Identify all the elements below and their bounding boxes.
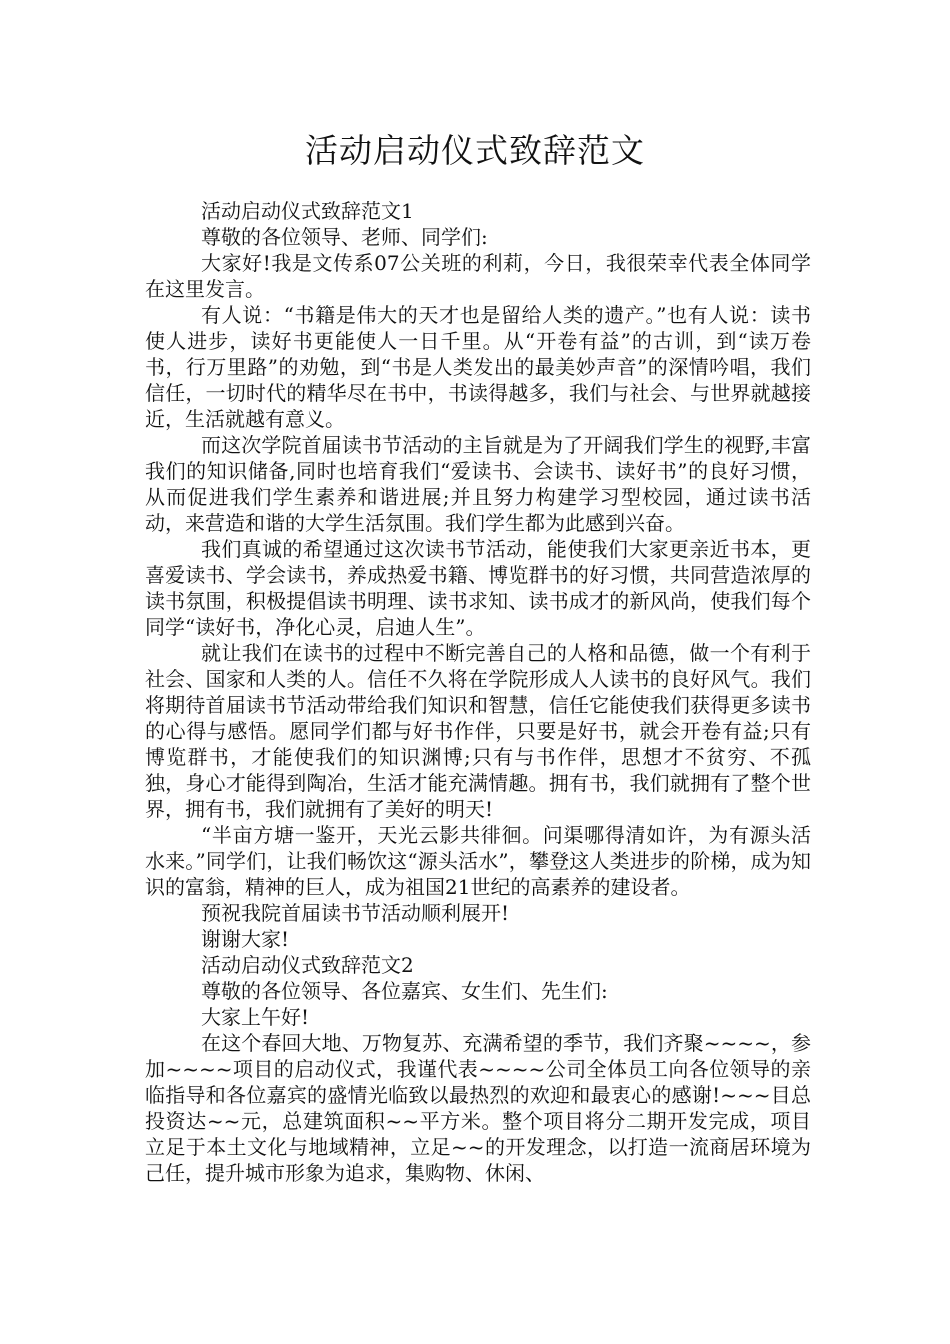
paragraph: 大家好!我是文传系07公关班的利莉，今日，我很荣幸代表全体同学在这里发言。 xyxy=(145,251,811,301)
paragraph: 活动启动仪式致辞范文1 xyxy=(201,199,414,223)
paragraph: 大家上午好! xyxy=(201,1005,310,1029)
document-title: 活动启动仪式致辞范文 xyxy=(305,131,645,170)
paragraph: 活动启动仪式致辞范文2 xyxy=(201,953,414,977)
paragraph: “半亩方塘一鉴开，天光云影共徘徊。问渠哪得清如许，为有源头活水来。”同学们，让我们畅饮这“源头活水”，攀登这人类进步的阶梯，成为知识的富翁，精神的巨人，成为祖国21世纪的高素养的建设者。 xyxy=(145,823,811,899)
paragraph: 谢谢大家! xyxy=(201,927,290,951)
paragraph: 在这个春回大地、万物复苏、充满希望的季节，我们齐聚~~~~，参加~~~~项目的启动仪式，我谨代表~~~~公司全体员工向各位领导的亲临指导和各位嘉宾的盛情光临致以最热烈的欢迎和最衷心的感谢!~~~目总投资达~~元，总建筑面积~~平方米。整个项目将分二期开发完成，项目立足于本土文化与地域精神，立足~~的开发理念，以打造一流商居环境为己任，提升城市形象为追求，集购物、休闲、 xyxy=(145,1031,811,1185)
paragraph: 就让我们在读书的过程中不断完善自己的人格和品德，做一个有利于社会、国家和人类的人。信任不久将在学院形成人人读书的良好风气。我们将期待首届读书节活动带给我们知识和智慧，信任它能使我们获得更多读书的心得与感悟。愿同学们都与好书作伴，只要是好书，就会开卷有益;只有博览群书，才能使我们的知识渊博;只有与书作伴，思想才不贫穷、不孤独，身心才能得到陶冶，生活才能充满情趣。拥有书，我们就拥有了整个世界，拥有书，我们就拥有了美好的明天! xyxy=(145,641,811,821)
paragraph: 我们真诚的希望通过这次读书节活动，能使我们大家更亲近书本，更喜爱读书、学会读书，养成热爱书籍、博览群书的好习惯，共同营造浓厚的读书氛围，积极提倡读书明理、读书求知、读书成才的新风尚，使我们每个同学“读好书，净化心灵，启迪人生”。 xyxy=(145,537,811,639)
paragraph: 而这次学院首届读书节活动的主旨就是为了开阔我们学生的视野,丰富我们的知识储备,同时也培育我们“爱读书、会读书、读好书”的良好习惯，从而促进我们学生素养和谐进展;并且努力构建学习型校园，通过读书活动，来营造和谐的大学生活氛围。我们学生都为此感到兴奋。 xyxy=(145,433,811,535)
paragraph: 预祝我院首届读书节活动顺利展开! xyxy=(201,901,510,925)
paragraph: 尊敬的各位领导、各位嘉宾、女生们、先生们: xyxy=(201,979,608,1003)
paragraph: 尊敬的各位领导、老师、同学们: xyxy=(201,225,488,249)
paragraph: 有人说：“书籍是伟大的天才也是留给人类的遗产。”也有人说：读书使人进步，读好书更能使人一日千里。从“开卷有益”的古训，到“读万卷书，行万里路”的劝勉，到“书是人类发出的最美妙声音”的深情吟唱，我们信任，一切时代的精华尽在书中，书读得越多，我们与社会、与世界就越接近，生活就越有意义。 xyxy=(145,303,811,431)
document-body xyxy=(145,198,811,1186)
